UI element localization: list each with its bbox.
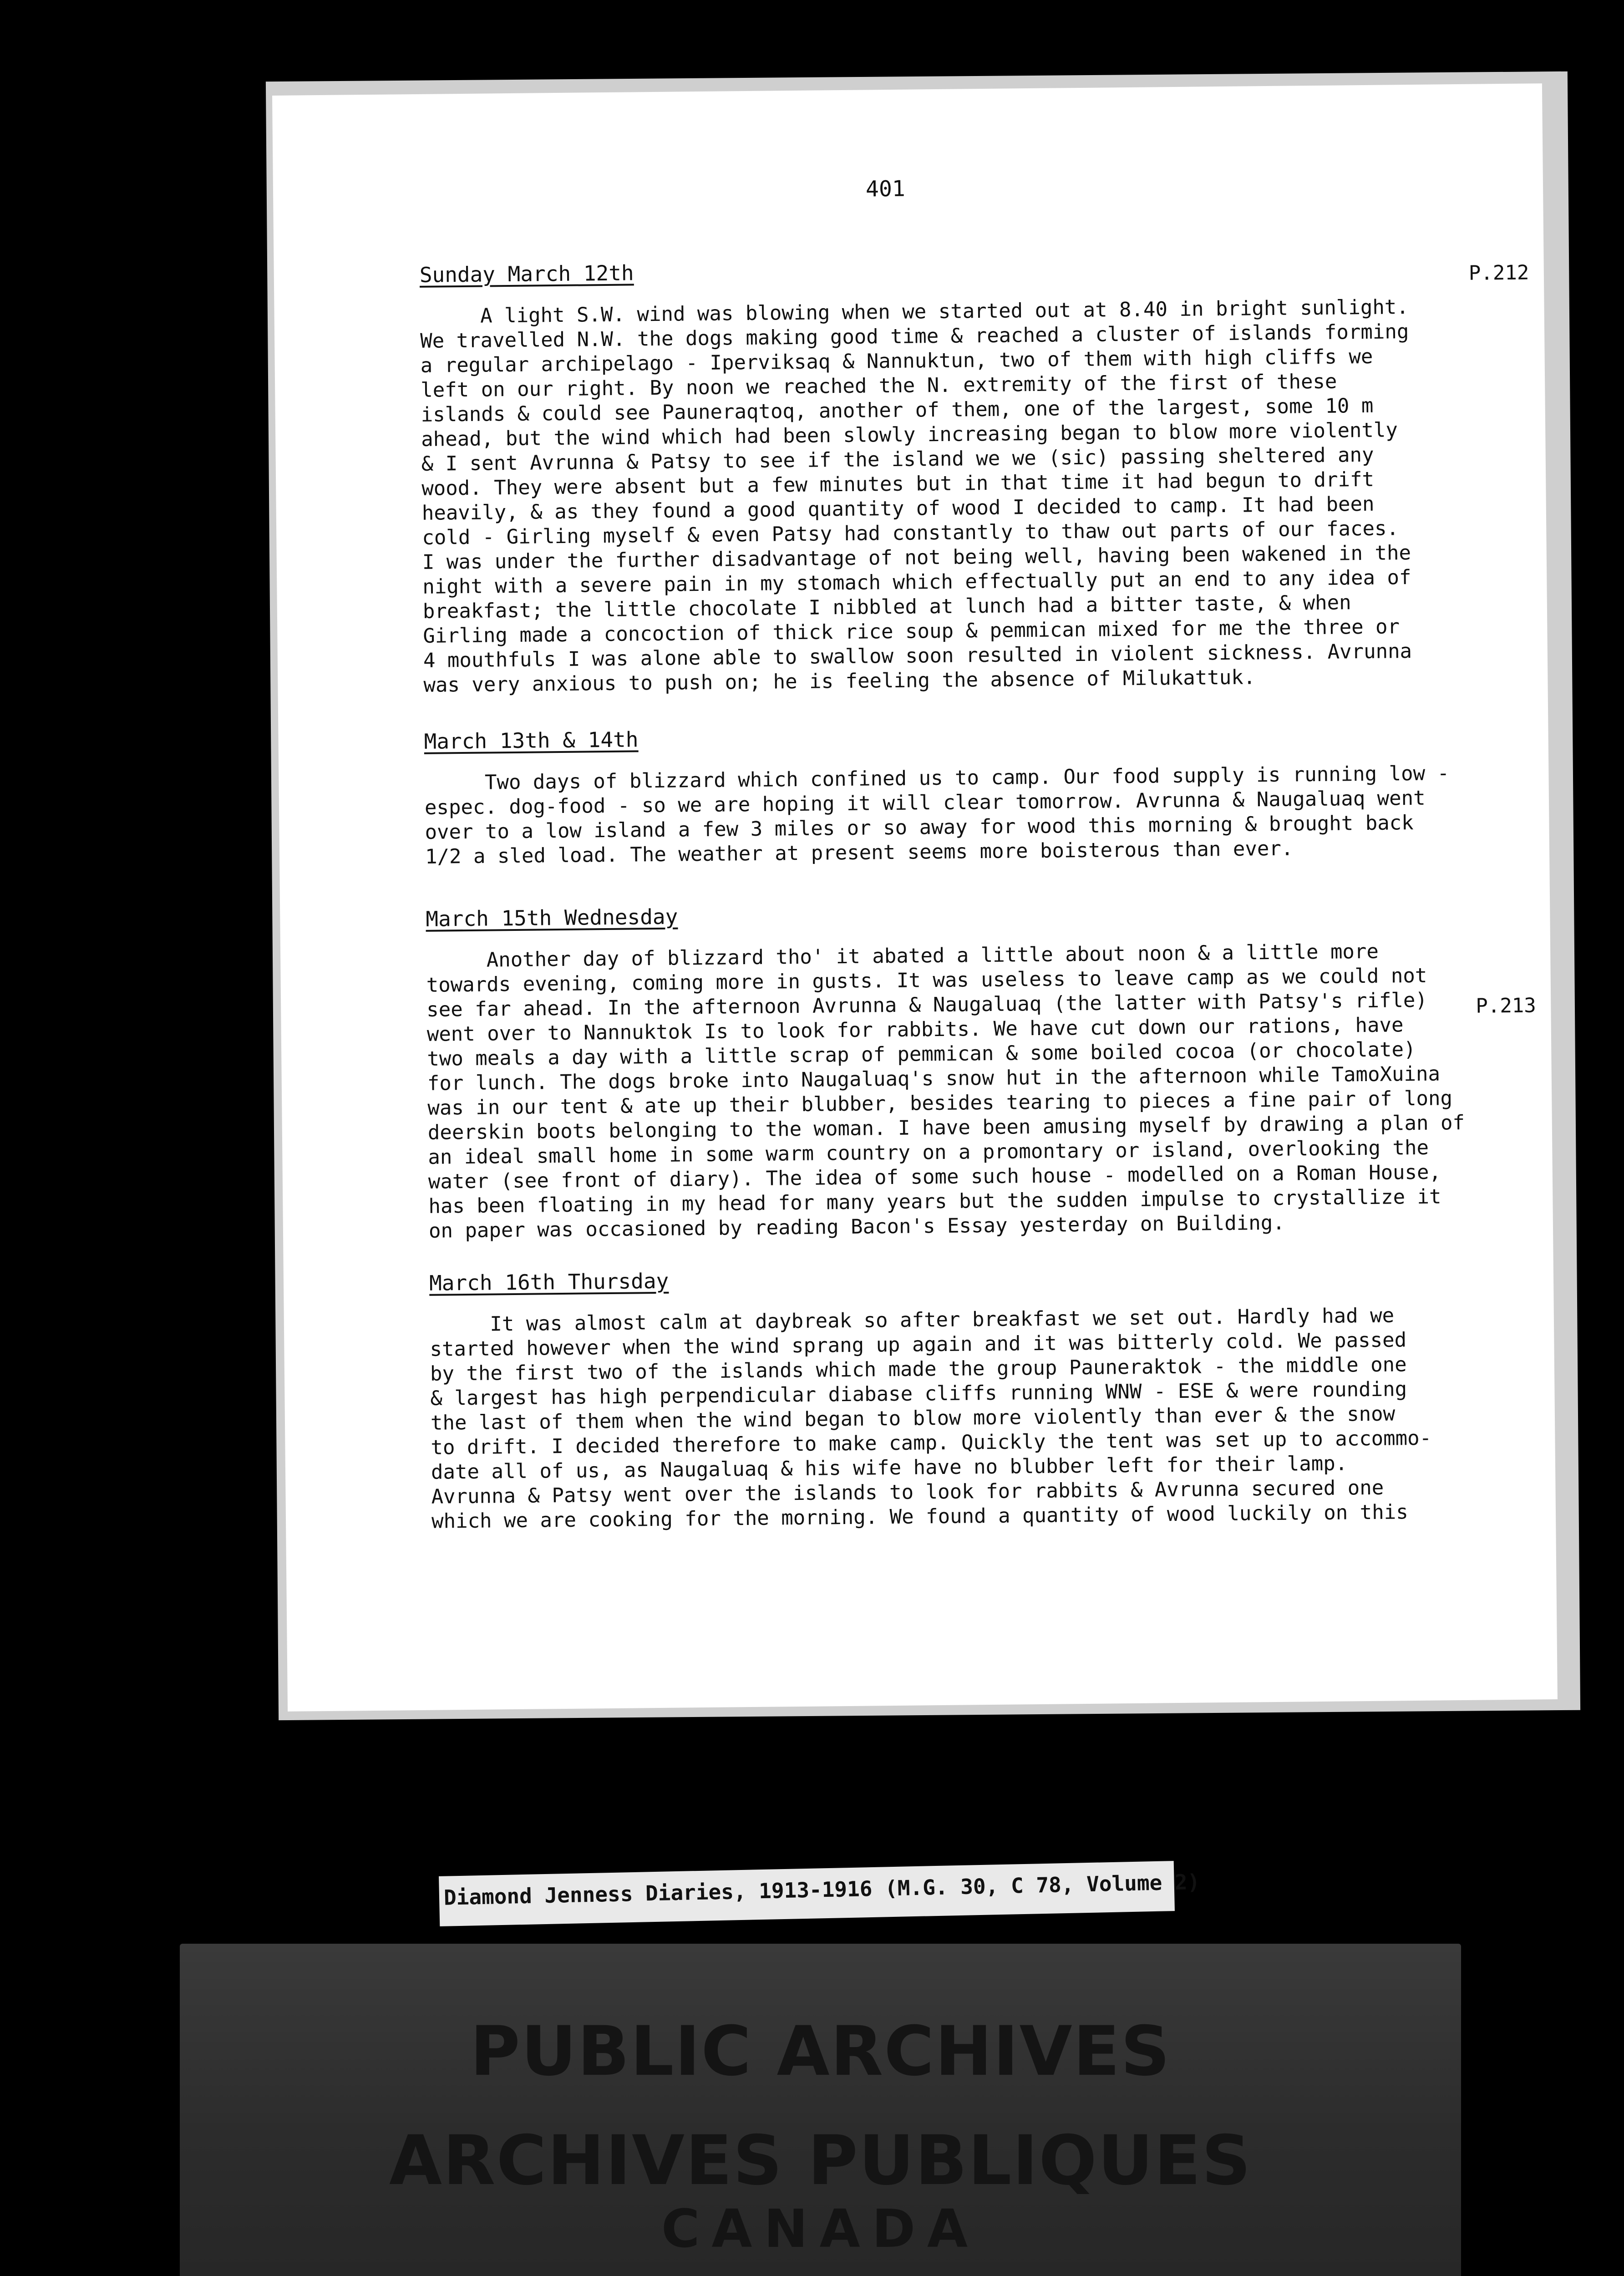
text-line: Two days of blizzard which confined us to camp. Our food supply is running low - (424, 762, 1450, 795)
collection-label (439, 1861, 1200, 1926)
text-line: on paper was occasioned by reading Bacon's Essay yesterday on Building. (428, 1211, 1285, 1243)
text-line: breakfast; the little chocolate I nibbled at lunch had a bitter taste, & when (422, 591, 1351, 623)
text-line: towards evening, coming more in gusts. It was useless to leave camp as we could not (426, 964, 1427, 997)
text-line: water (see front of diary). The idea of some such house - modelled on a Roman House, (428, 1160, 1441, 1194)
text-line: Another day of blizzard tho' it abated a little about noon & a little more (426, 940, 1379, 972)
text-line: cold - Girling myself & even Patsy had constantly to thaw out parts of our faces. (422, 517, 1399, 549)
text-line: was very anxious to push on; he is feeling the absence of Milukattuk. (423, 666, 1256, 697)
margin-note-p212: P.212 (1468, 261, 1529, 285)
entry-march-12 (420, 253, 1471, 698)
text-line: the last of them when the wind began to blow more violently than ever & the snow (430, 1402, 1396, 1435)
text-line: ahead, but the wind which had been slowly increasing began to blow more violently (421, 418, 1398, 451)
text-line: Girling made a concoction of thick rice soup & pemmican mixed for me the three or (423, 615, 1400, 648)
text-line: & I sent Avrunna & Patsy to see if the island we we (sic) passing sheltered any (421, 443, 1374, 476)
text-line: went over to Nannuktok Is to look for rabbits. We have cut down our rations, have (426, 1013, 1404, 1046)
entry-march-15 (426, 897, 1476, 1244)
text-line: 1/2 a sled load. The weather at present seems more boisterous than ever. (425, 837, 1294, 869)
text-line: which we are cooking for the morning. We found a quantity of wood luckily on this (431, 1500, 1408, 1533)
entry-heading: March 16th Thursday (429, 1268, 669, 1295)
text-line: islands & could see Pauneraqtoq, another of them, one of the largest, some 10 m (421, 394, 1374, 427)
diary-page (272, 83, 1558, 1712)
text-line: for lunch. The dogs broke into Naugaluaq's snow hut in the afternoon while TamoXuina (427, 1062, 1441, 1095)
text-line: Avrunna & Patsy went over the islands to look for rabbits & Avrunna secured one (431, 1476, 1384, 1509)
text-line: see far ahead. In the afternoon Avrunna & Naugaluaq (the latter with Patsy's rifle) (426, 988, 1428, 1021)
text-line: two meals a day with a little scrap of pemmican & some boiled cocoa (or chocolate) (427, 1037, 1416, 1071)
text-line: deerskin boots belonging to the woman. I have been amusing myself by drawing a plan of (427, 1111, 1465, 1144)
text-line: A light S.W. wind was blowing when we started out at 8.40 in bright sunlight. (420, 295, 1409, 328)
text-line: wood. They were absent but a few minutes but in that time it had begun to drift (421, 467, 1375, 500)
stamp-line-country: CANADA (661, 2199, 980, 2260)
page-number: 401 (865, 176, 906, 202)
text-line: I was under the further disadvantage of not being well, having been wakened in the (422, 541, 1411, 574)
text-line: a regular archipelago - Iperviksaq & Nannuktun, two of them with high cliffs we (420, 345, 1373, 377)
text-line: It was almost calm at daybreak so after breakfast we set out. Hardly had we (429, 1304, 1395, 1336)
text-line: over to a low island a few 3 miles or so away for wood this morning & brought back (425, 811, 1414, 844)
stamp-line-french: ARCHIVES PUBLIQUES (389, 2121, 1252, 2200)
text-line: espec. dog-food - so we are hoping it will clear tomorrow. Avrunna & Naugaluaq went (424, 786, 1426, 819)
text-line: 4 mouthfuls I was alone able to swallow soon resulted in violent sickness. Avrunna (423, 640, 1412, 672)
text-line: left on our right. By noon we reached the N. extremity of the first of these (420, 370, 1337, 402)
text-line: started however when the wind sprang up again and it was bitterly cold. We passed (430, 1328, 1407, 1361)
entry-heading: March 15th Wednesday (426, 904, 678, 931)
text-line: We travelled N.W. the dogs making good time & reached a cluster of islands forming (420, 320, 1409, 353)
text-line: night with a severe pain in my stomach which effectually put an end to any idea of (422, 566, 1411, 599)
text-line: date all of us, as Naugaluaq & his wife have no blubber left for their lamp. (431, 1452, 1348, 1484)
text-line: by the first two of the islands which made the group Pauneraktok - the middle one (430, 1353, 1407, 1386)
text-line: an ideal small home in some warm country on a promontary or island, overlooking the (428, 1136, 1429, 1169)
text-line: has been floating in my head for many years but the sudden impulse to crystallize it (428, 1185, 1441, 1218)
margin-note-p213: P.213 (1476, 994, 1537, 1018)
text-line: was in our tent & ate up their blubber, besides tearing to pieces a fine pair of long (427, 1087, 1453, 1120)
entry-march-16 (429, 1261, 1478, 1534)
entry-march-13-14 (424, 719, 1472, 869)
entry-heading: March 13th & 14th (424, 727, 639, 754)
text-line: heavily, & as they found a good quantity of wood I decided to camp. It had been (421, 492, 1375, 525)
archives-stamp (180, 1944, 1461, 2276)
collection-label-text: Diamond Jenness Diaries, 1913-1916 (M.G. 30, C 78, Volume 2) (443, 1869, 1200, 1910)
stamp-line-english: PUBLIC ARCHIVES (470, 2012, 1171, 2091)
text-line: to drift. I decided therefore to make camp. Quickly the tent was set up to accommo- (431, 1426, 1432, 1459)
entry-heading: Sunday March 12th (419, 260, 634, 287)
text-line: & largest has high perpendicular diabase cliffs running WNW - ESE & were rounding (430, 1377, 1407, 1410)
